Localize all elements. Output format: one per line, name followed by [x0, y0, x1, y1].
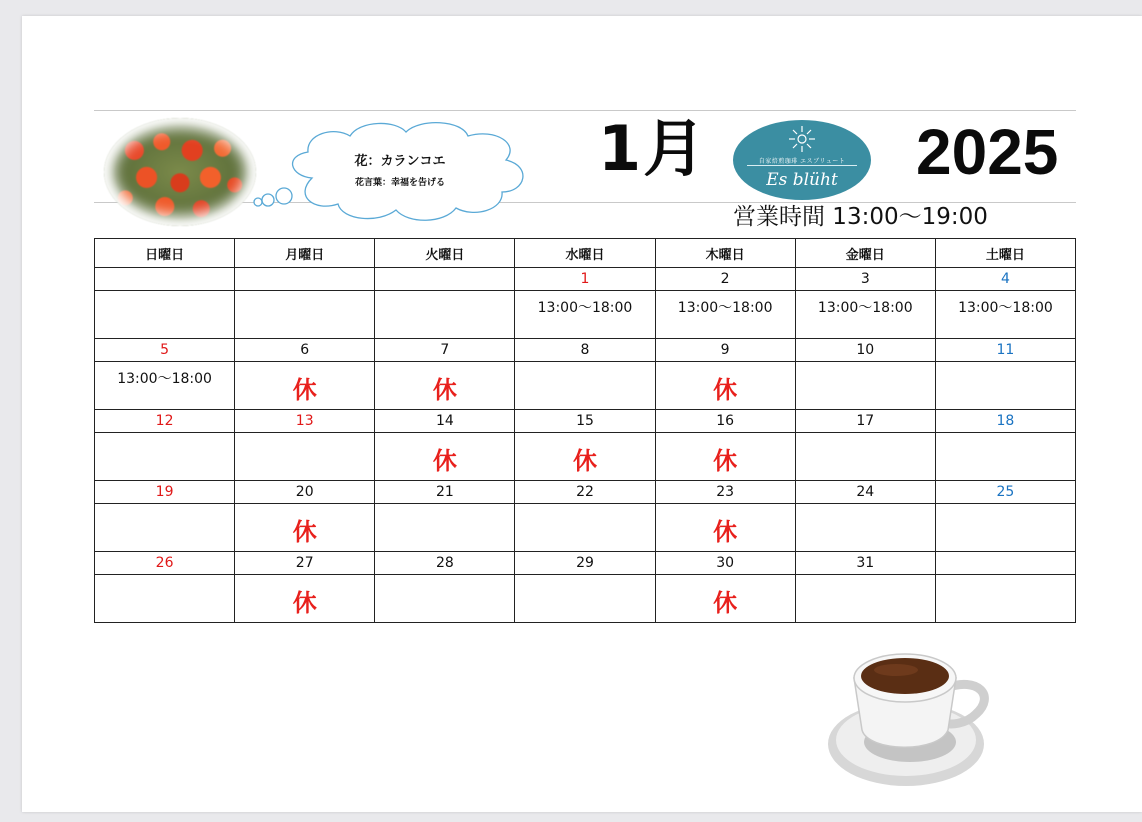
note-row — [95, 433, 1076, 481]
hours-note — [795, 504, 935, 552]
flower-caption — [330, 150, 470, 188]
weekday-tuesday: 火曜日 — [375, 239, 515, 268]
weekday-thursday: 木曜日 — [655, 239, 795, 268]
shop-logo — [733, 120, 871, 200]
hours-note — [375, 504, 515, 552]
note-row — [95, 362, 1076, 410]
weekday-monday: 月曜日 — [235, 239, 375, 268]
date-row — [95, 339, 1076, 362]
sun-icon — [787, 124, 817, 154]
closed-mark: 休 — [235, 362, 375, 410]
date-cell-wed: 15 — [515, 410, 655, 433]
weekday-friday: 金曜日 — [795, 239, 935, 268]
top-rule — [94, 110, 1076, 111]
business-hours: 営業時間 13:00～19:00 — [733, 204, 988, 230]
date-row — [95, 268, 1076, 291]
date-cell-sat: 4 — [935, 268, 1075, 291]
closed-mark: 休 — [655, 575, 795, 623]
date-cell-fri: 24 — [795, 481, 935, 504]
hours-note: 13:00～18:00 — [655, 291, 795, 339]
hours-note — [935, 575, 1075, 623]
flower-language: 花言葉：幸福を告げる — [354, 178, 445, 188]
hours-note — [95, 504, 235, 552]
weekday-saturday: 土曜日 — [935, 239, 1075, 268]
closed-mark: 休 — [515, 433, 655, 481]
logo-subtitle: 自家焙煎珈琲 エスブリュート — [758, 158, 846, 165]
note-row — [95, 575, 1076, 623]
note-row — [95, 504, 1076, 552]
date-cell-fri: 31 — [795, 552, 935, 575]
hours-note: 13:00～18:00 — [515, 291, 655, 339]
closed-mark: 休 — [655, 433, 795, 481]
date-cell-mon: 13 — [235, 410, 375, 433]
date-cell-tue: 28 — [375, 552, 515, 575]
logo-name: Es blüht — [766, 170, 838, 190]
hours-note — [935, 504, 1075, 552]
date-cell-sun: 19 — [95, 481, 235, 504]
hours-note — [95, 291, 235, 339]
date-cell-sat: 11 — [935, 339, 1075, 362]
calendar-grid — [94, 238, 1076, 623]
hours-note — [235, 433, 375, 481]
date-cell-sat: 25 — [935, 481, 1075, 504]
closed-mark: 休 — [235, 504, 375, 552]
hours-note — [515, 575, 655, 623]
date-cell-wed: 8 — [515, 339, 655, 362]
hours-note — [95, 433, 235, 481]
hours-note — [935, 362, 1075, 410]
weekday-sunday: 日曜日 — [95, 239, 235, 268]
date-cell-wed: 22 — [515, 481, 655, 504]
date-cell-thu: 9 — [655, 339, 795, 362]
closed-mark: 休 — [375, 433, 515, 481]
date-cell-sun: 26 — [95, 552, 235, 575]
note-row — [95, 291, 1076, 339]
date-cell-mon: 20 — [235, 481, 375, 504]
hours-note — [795, 433, 935, 481]
hours-note — [375, 291, 515, 339]
date-cell-thu: 30 — [655, 552, 795, 575]
closed-mark: 休 — [235, 575, 375, 623]
date-cell-wed: 29 — [515, 552, 655, 575]
date-row — [95, 410, 1076, 433]
hours-note — [235, 291, 375, 339]
closed-mark: 休 — [655, 504, 795, 552]
coffee-cup-icon — [826, 636, 996, 790]
date-row — [95, 552, 1076, 575]
month-title: 1月 — [598, 112, 708, 185]
closed-mark: 休 — [655, 362, 795, 410]
date-cell-sat: 18 — [935, 410, 1075, 433]
hours-note — [95, 575, 235, 623]
date-cell-fri: 3 — [795, 268, 935, 291]
date-cell-mon: 6 — [235, 339, 375, 362]
date-cell-tue: 7 — [375, 339, 515, 362]
weekday-wednesday: 水曜日 — [515, 239, 655, 268]
hours-note — [795, 362, 935, 410]
date-cell-thu: 23 — [655, 481, 795, 504]
hours-note — [515, 504, 655, 552]
hours-note — [795, 575, 935, 623]
date-cell-fri: 17 — [795, 410, 935, 433]
hours-note — [515, 362, 655, 410]
weekday-header-row — [95, 239, 1076, 268]
hours-note — [375, 575, 515, 623]
hours-note: 13:00～18:00 — [935, 291, 1075, 339]
date-cell-mon: 27 — [235, 552, 375, 575]
date-cell-tue: 21 — [375, 481, 515, 504]
date-cell-sun: 5 — [95, 339, 235, 362]
year-title: 2025 — [916, 116, 1059, 188]
closed-mark: 休 — [375, 362, 515, 410]
flower-title: 花：カランコエ — [354, 154, 446, 169]
date-cell-thu: 16 — [655, 410, 795, 433]
date-cell-fri: 10 — [795, 339, 935, 362]
kalanchoe-photo — [104, 118, 256, 226]
hours-note — [935, 433, 1075, 481]
date-cell-mon — [235, 268, 375, 291]
date-cell-sun: 12 — [95, 410, 235, 433]
hours-note: 13:00～18:00 — [795, 291, 935, 339]
date-cell-sun — [95, 268, 235, 291]
date-row — [95, 481, 1076, 504]
logo-divider — [747, 165, 857, 166]
hours-note: 13:00～18:00 — [95, 362, 235, 410]
date-cell-wed: 1 — [515, 268, 655, 291]
date-cell-sat — [935, 552, 1075, 575]
date-cell-tue — [375, 268, 515, 291]
date-cell-thu: 2 — [655, 268, 795, 291]
date-cell-tue: 14 — [375, 410, 515, 433]
